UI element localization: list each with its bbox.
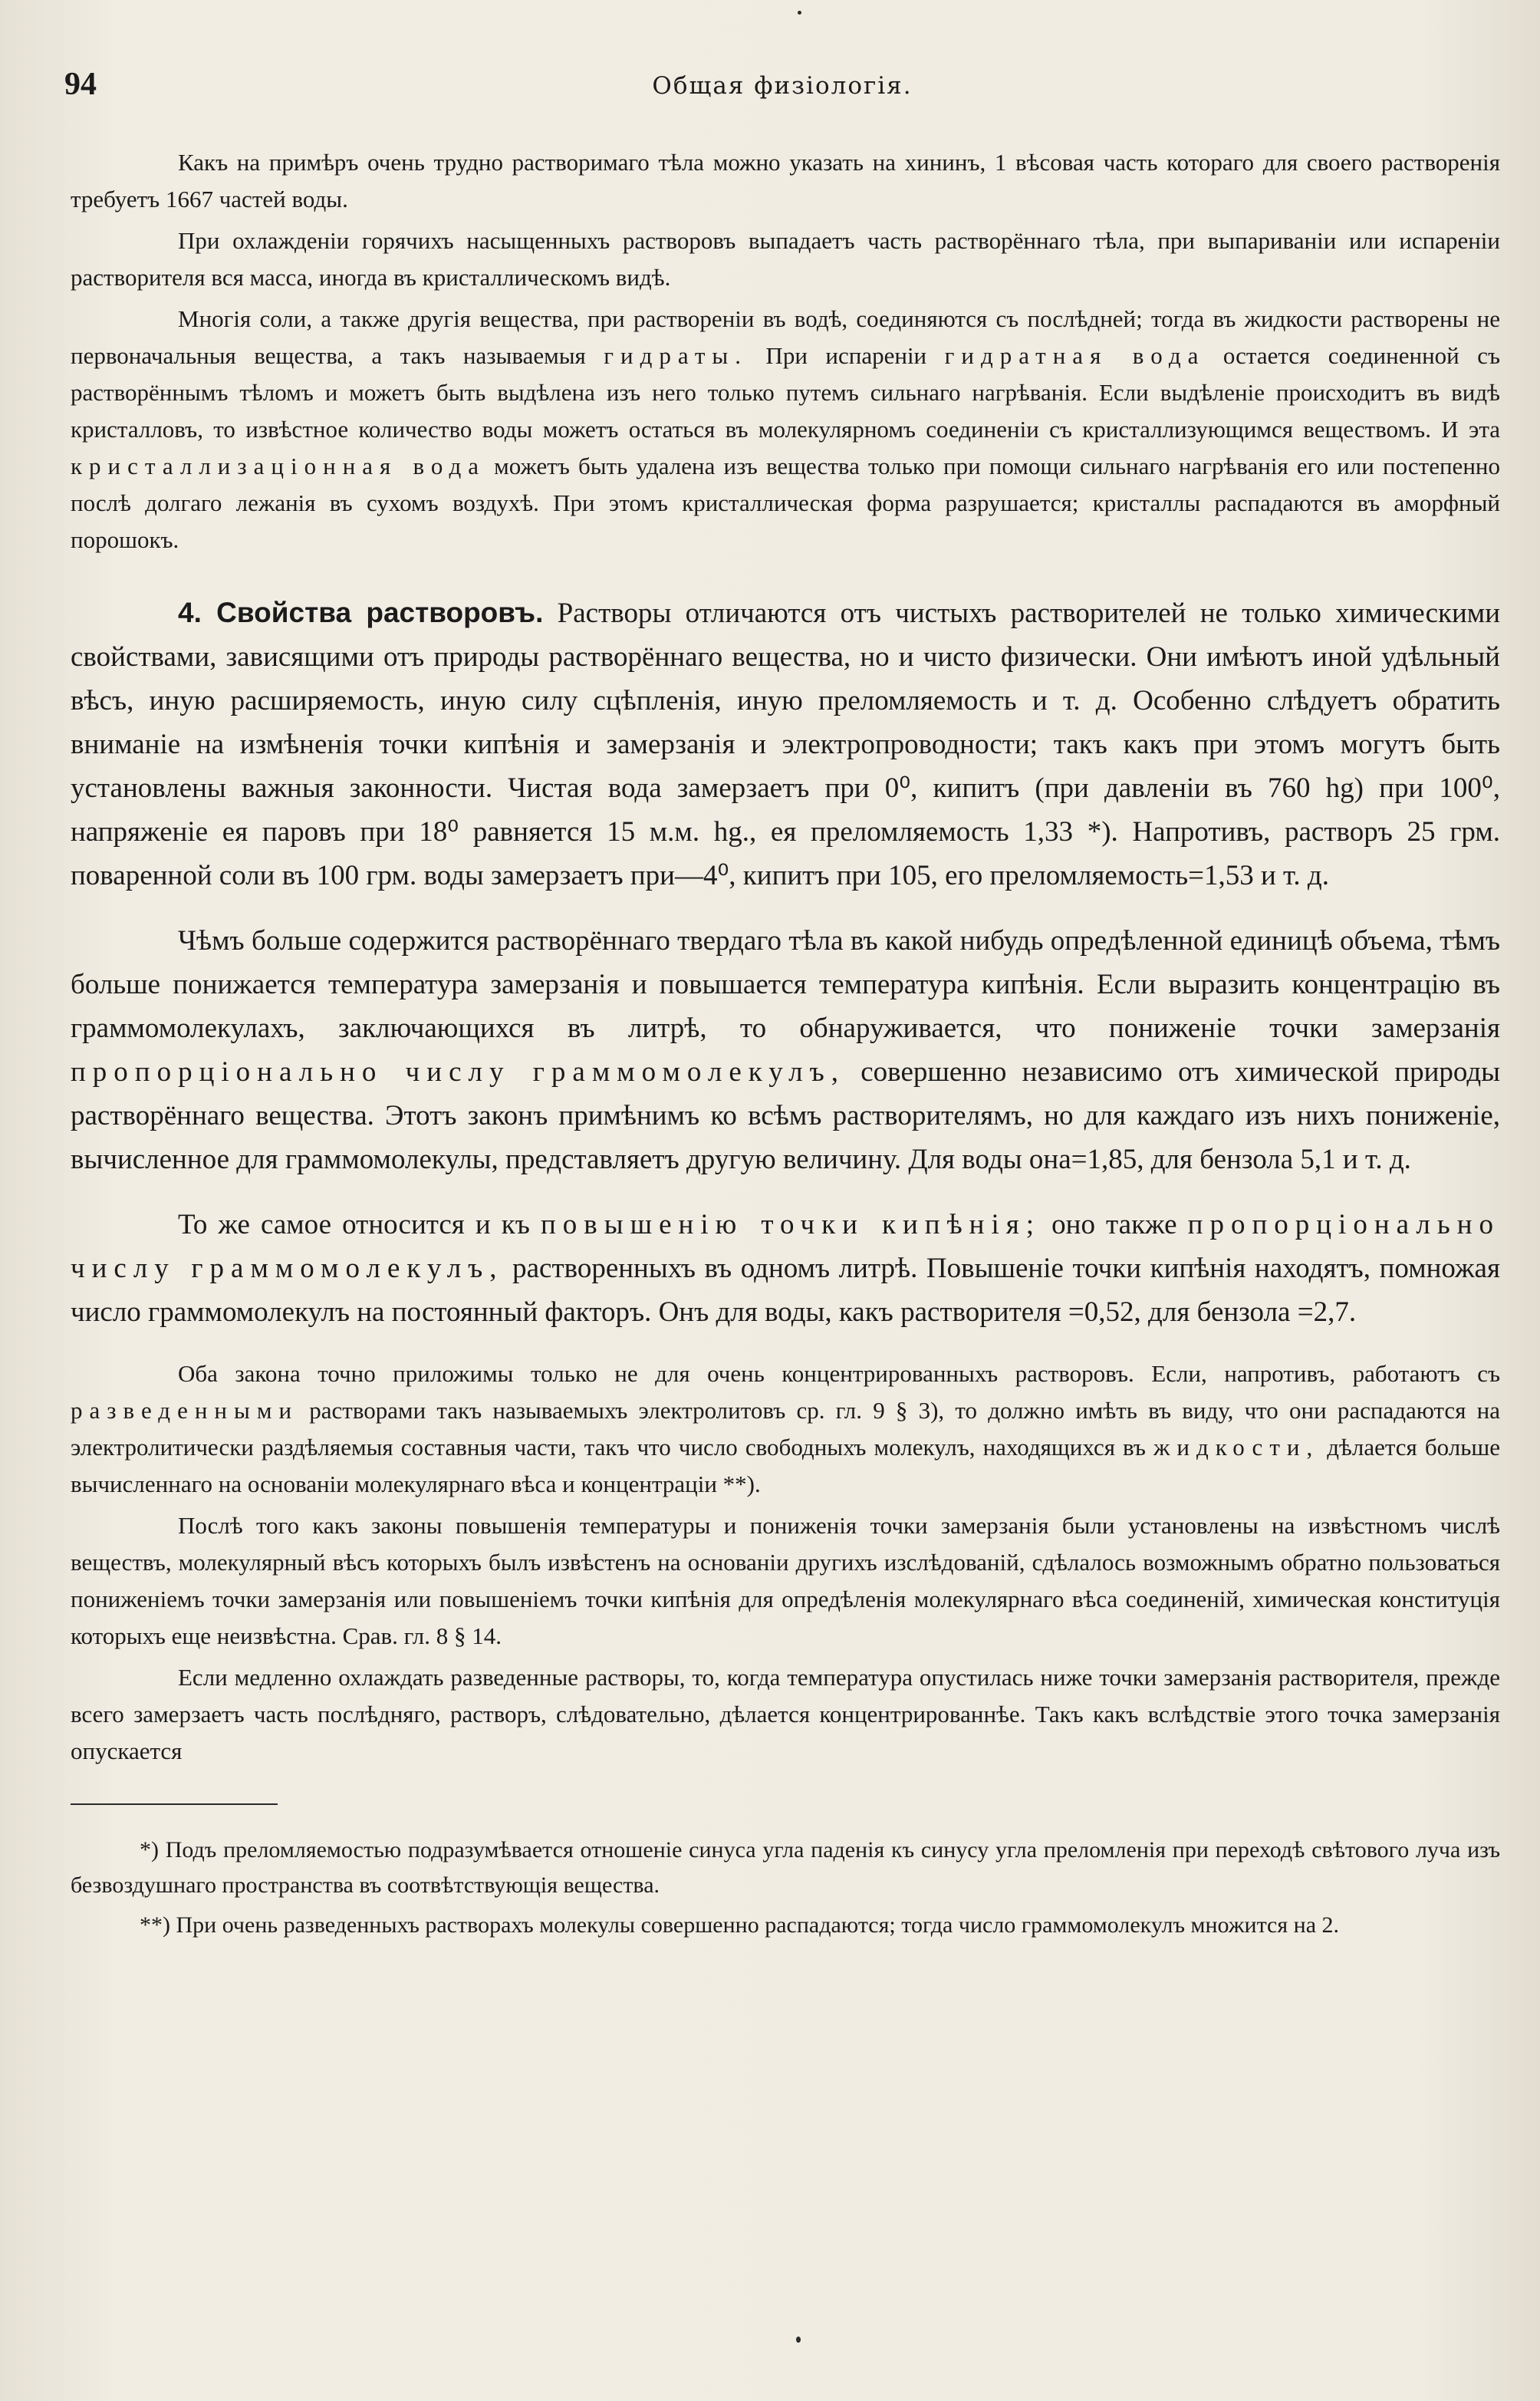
emphasis-boiling-rise: повышенiю точки кипѣнiя; xyxy=(540,1209,1041,1240)
body-text xyxy=(71,144,1500,1943)
paragraph-hydrates: Многiя соли, а также другiя вещества, при растворенiи въ водѣ, соединяются съ послѣдней; тогда въ жидкости растворены не первоначальныя вещества, а такъ называемыя гидраты. При испаренiи гидратная вода остается соединенной съ растворённымъ тѣломъ и можетъ быть выдѣлена изъ него только путемъ сильнаго нагрѣванiя. Если выдѣленiе происходитъ въ видѣ кристалловъ, то извѣстное количество воды можетъ остаться въ молекулярномъ соединенiи съ кристаллизующимся веществомъ. И эта кристаллизацiонная вода можетъ быть удалена изъ вещества только при помощи сильнаго нагрѣванiя его или постепенно послѣ долгаго лежанiя въ сухомъ воздухѣ. При этомъ кристаллическая форма разрушается; кристаллы распадаются въ аморфный порошокъ. xyxy=(71,305,1501,553)
paragraph-electrolytes: Оба закона точно приложимы только не для очень концентрированныхъ растворовъ. Если, напротивъ, работаютъ съ разведенными растворами такъ называемыхъ электролитовъ ср. гл. 9 § 3), то должно имѣть въ виду, что они распадаются на электролитически раздѣляемыя составныя части, такъ что число свободныхъ молекулъ, находящихся въ жидкости, дѣлается больше вычисленнаго на основанiи молекулярнаго вѣса и концентрацiи **). xyxy=(71,1360,1500,1497)
emphasis-hydrates: гидраты. xyxy=(604,342,748,369)
paragraph-solution-properties: 4. Свойства растворовъ. Растворы отличаются отъ чистыхъ растворителей не только химическими свойствами, зависящими отъ природы растворённаго вещества, но и чисто физически. Они имѣютъ иной удѣльный вѣсъ, иную расширяемость, иную силу сцѣпленiя, иную преломляемость и т. д. Особенно слѣдуетъ обратить вниманiе на измѣненiя точки кипѣнiя и замерзанiя и электропроводности; такъ какъ при этомъ могутъ быть установлены важныя законности. Чистая вода замерзаетъ при 0⁰, кипитъ (при давленiи въ 760 hg) при 100⁰, напряженiе ея паровъ при 18⁰ равняется 15 м.м. hg., ея преломляемость 1,33 *). Напротивъ, растворъ 25 грм. поваренной соли въ 100 грм. воды замерзаетъ при—4⁰, кипитъ при 105, его преломляемость=1,53 и т. д. xyxy=(71,597,1500,891)
emphasis-proportional: пропорцiонально числу граммомолекулъ, xyxy=(71,1056,845,1088)
print-speck xyxy=(796,2337,801,2343)
paragraph-boiling-point: То же самое относится и къ повышенiю точки кипѣнiя; оно также пропорцiонально числу граммомолекулъ, растворенныхъ въ одномъ литрѣ. Повышенiе точки кипѣнiя находятъ, помножая число граммомолекулъ на постоянный факторъ. Онъ для воды, какъ растворителя =0,52, для бензола =2,7. xyxy=(71,1209,1501,1328)
print-speck xyxy=(798,11,801,15)
page-number: 94 xyxy=(64,67,97,102)
emphasis-liquid: жидкости, xyxy=(1153,1434,1320,1461)
running-title: Общая физiологiя. xyxy=(652,72,913,100)
paragraph-cooling-diluted: Если медленно охлаждать разведенные растворы, то, когда температура опустилась ниже точки замерзанiя растворителя, прежде всего замерзаетъ часть послѣдняго, растворъ, слѣдовательно, дѣлается концентрированнѣе. Такъ какъ вслѣдствiе этого точка замерзанiя опускается xyxy=(71,1664,1500,1764)
paragraph-molecular-weight: Послѣ того какъ законы повышенiя температуры и пониженiя точки замерзанiя были установлены на извѣстномъ числѣ веществъ, молекулярный вѣсъ которыхъ былъ извѣстенъ на основанiи другихъ изслѣдованiй, сдѣлалось возможнымъ обратно пользоваться пониженiемъ точки замерзанiя или повышенiемъ точки кипѣнiя для опредѣленiя молекулярнаго вѣса соединенiй, химическая конституцiя которыхъ еще неизвѣстна. Срав. гл. 8 § 14. xyxy=(71,1512,1500,1649)
footnote-1: *) Подъ преломляемостью подразумѣвается отношенiе синуса угла паденiя къ синусу угла преломленiя при переходѣ свѣтового луча изъ безвоздушнаго пространства въ соотвѣтствующiя вещества. xyxy=(71,1837,1500,1898)
emphasis-proportional-2: пропорцiонально числу граммомолекулъ, xyxy=(71,1209,1501,1284)
paragraph-quinine: Какъ на примѣръ очень трудно растворимаго тѣла можно указать на хининъ, 1 вѣсовая часть котораго для своего растворенiя требуетъ 1667 частей воды. xyxy=(71,149,1500,212)
page-header xyxy=(64,66,1500,104)
paragraph-cooling: При охлажденiи горячихъ насыщенныхъ растворовъ выпадаетъ часть растворённаго тѣла, при выпариванiи или испаренiи растворителя вся масса, иногда въ кристаллическомъ видѣ. xyxy=(71,227,1500,291)
footnote-rule xyxy=(71,1803,278,1805)
footnote-2: **) При очень разведенныхъ растворахъ молекулы совершенно распадаются; тогда число граммомолекулъ множится на 2. xyxy=(140,1912,1340,1938)
paragraph-freezing-point: Чѣмъ больше содержится растворённаго твердаго тѣла въ какой нибудь опредѣленной единицѣ объема, тѣмъ больше понижается температура замерзанiя и повышается температура кипѣнiя. Если выразить концентрацiю въ граммомолекулахъ, заключающихся въ литрѣ, то обнаруживается, что пониженiе точки замерзанiя пропорцiонально числу граммомолекулъ, совершенно независимо отъ химической природы растворённаго вещества. Этотъ законъ примѣнимъ ко всѣмъ растворителямъ, но для каждаго изъ нихъ пониженiе, вычисленное для граммомолекулы, представляетъ другую величину. Для воды она=1,85, для бензола 5,1 и т. д. xyxy=(71,925,1501,1175)
footnotes xyxy=(71,1833,1500,1943)
emphasis-crystallization-water: кристаллизацiонная вода xyxy=(71,453,486,479)
emphasis-diluted: разведенными xyxy=(71,1397,299,1424)
section-heading: 4. Свойства растворовъ. xyxy=(178,597,544,628)
emphasis-hydrate-water: гидратная вода xyxy=(944,342,1206,369)
